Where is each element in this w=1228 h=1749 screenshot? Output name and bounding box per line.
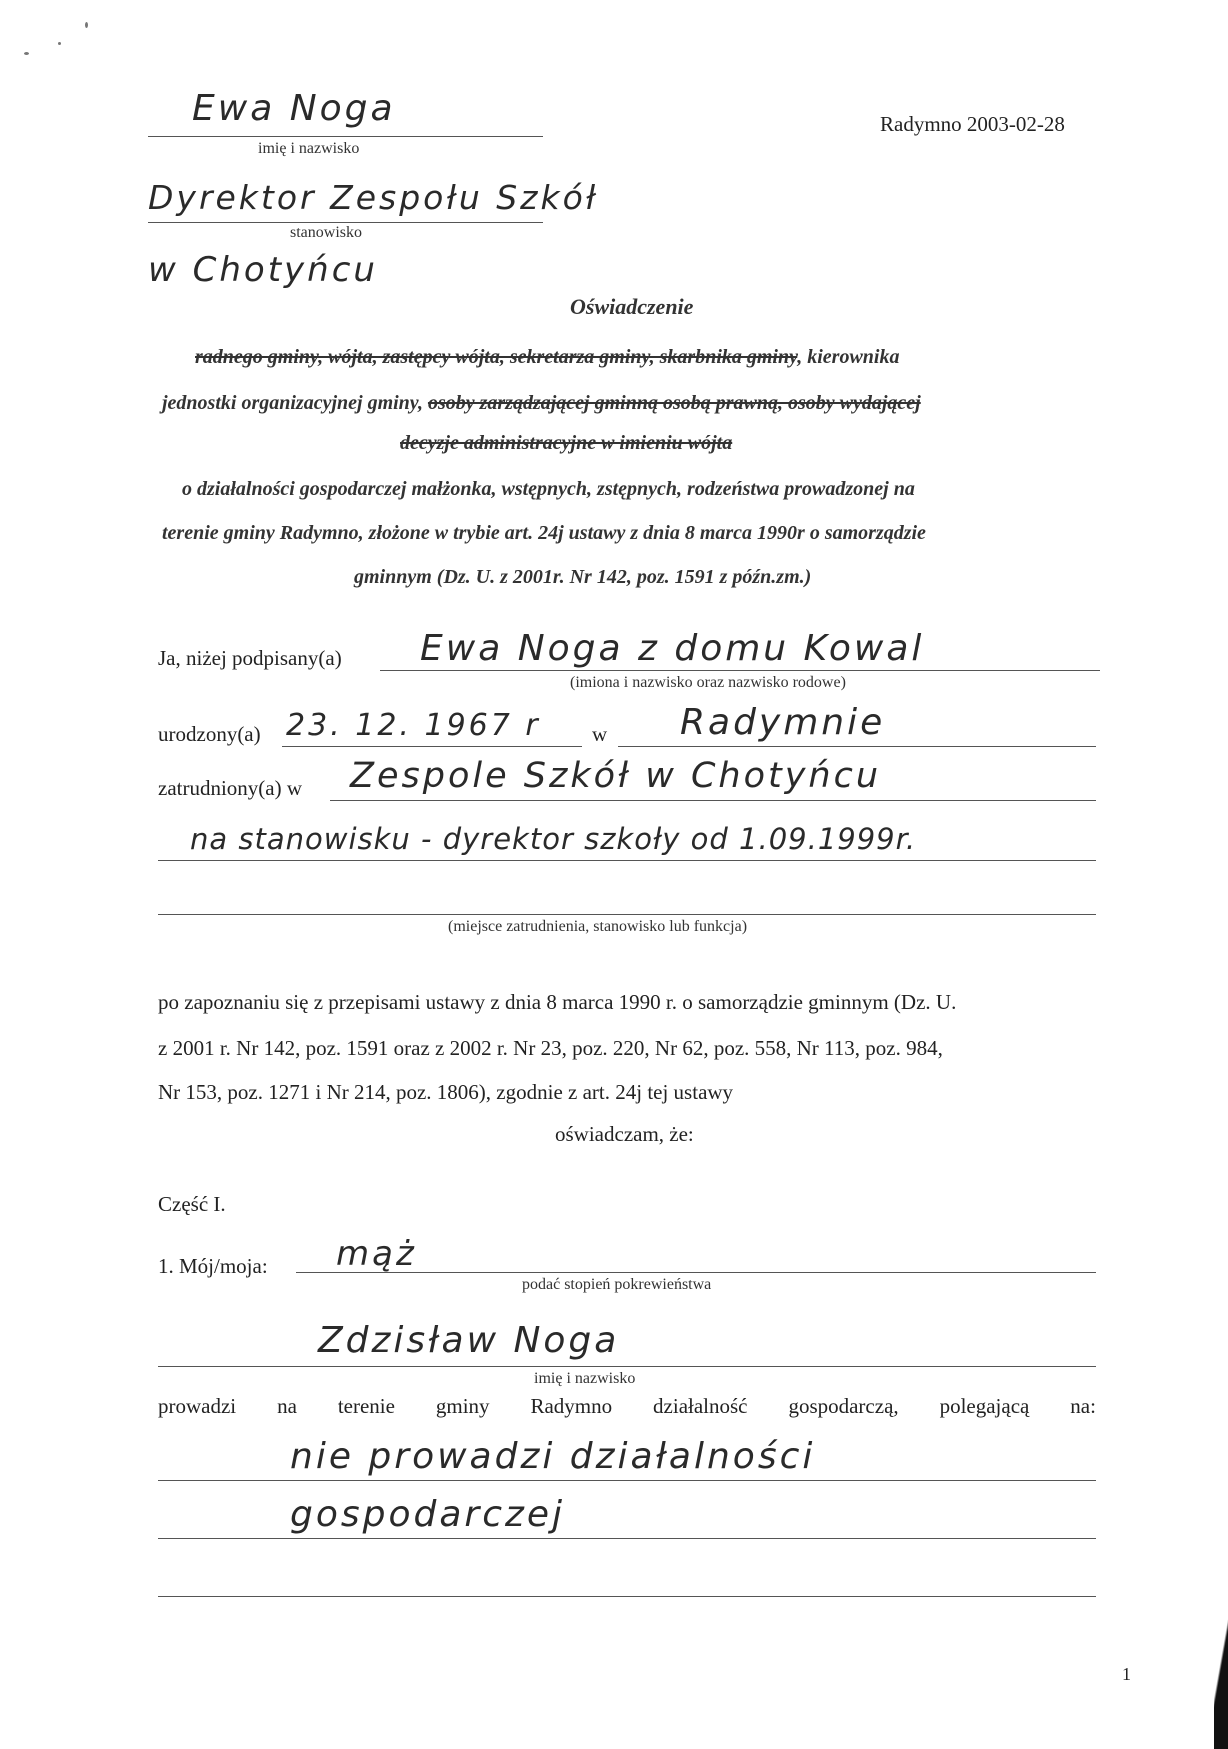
subtitle-line-5: terenie gminy Radymno, złożone w trybie art. 24j ustawy z dnia 8 marca 1990r o samorządzie: [162, 522, 926, 544]
born-in-value: Radymnie: [680, 702, 886, 743]
employed-label: zatrudniony(a) w: [158, 776, 303, 800]
declarant-line: [380, 670, 1100, 671]
activity-sentence: [158, 1394, 1096, 1419]
activity-word: na:: [1070, 1394, 1096, 1418]
scan-speck: [58, 42, 61, 45]
activity-word: na: [277, 1394, 297, 1418]
activity-word: polegającą: [939, 1394, 1030, 1418]
activity-line-3: [158, 1596, 1096, 1597]
declarant-value: Ewa Noga z domu Kowal: [420, 628, 925, 669]
subtitle-line-2: [162, 392, 921, 415]
person-line: [158, 1366, 1096, 1367]
subtitle-line-1: [195, 346, 900, 369]
activity-word: prowadzi: [158, 1394, 237, 1418]
position-line: [148, 222, 543, 223]
activity-value-2: gospodarczej: [290, 1494, 566, 1535]
activity-word: działalność: [653, 1394, 748, 1418]
name-handwritten: Ewa Noga: [192, 88, 396, 129]
position-handwritten-2: w Chotyńcu: [148, 250, 378, 290]
page-number: 1: [1122, 1664, 1131, 1684]
relation-value: mąż: [336, 1234, 417, 1274]
scan-edge: [1214, 1590, 1228, 1749]
body-line-3: Nr 153, poz. 1271 i Nr 214, poz. 1806), zgodnie z art. 24j tej ustawy: [158, 1080, 734, 1104]
body-line-1: po zapoznaniu się z przepisami ustawy z dnia 8 marca 1990 r. o samorządzie gminnym (Dz. U.: [158, 990, 957, 1014]
declare-text: oświadczam, że:: [555, 1122, 694, 1146]
born-in-line: [618, 746, 1096, 747]
declarant-label: Ja, niżej podpisany(a): [158, 646, 342, 670]
position-caption: stanowisko: [290, 224, 362, 241]
scan-speck: [85, 22, 88, 28]
subtitle-rest-1: , kierownika: [797, 346, 900, 368]
person-caption: imię i nazwisko: [534, 1370, 636, 1387]
subtitle-line-6: gminnym (Dz. U. z 2001r. Nr 142, poz. 1591 z późn.zm.): [354, 566, 812, 588]
activity-word: terenie: [337, 1394, 395, 1418]
born-in-label: w: [592, 722, 608, 746]
employed-caption: (miejsce zatrudnienia, stanowisko lub funkcja): [448, 918, 748, 935]
person-value: Zdzisław Noga: [318, 1320, 620, 1361]
employed-line: [330, 800, 1096, 801]
activity-value-1: nie prowadzi działalności: [290, 1436, 816, 1477]
position-handwritten-1: Dyrektor Zespołu Szkół: [148, 178, 599, 217]
place-date: Radymno 2003-02-28: [880, 112, 1065, 136]
activity-line-2: [158, 1538, 1096, 1539]
born-line: [282, 746, 582, 747]
relation-label: 1. Mój/moja:: [158, 1254, 268, 1278]
born-value: 23. 12. 1967 r: [286, 708, 541, 743]
employed-value: Zespole Szkół w Chotyńcu: [350, 756, 882, 796]
relation-caption: podać stopień pokrewieństwa: [522, 1276, 712, 1293]
activity-word: Radymno: [530, 1394, 613, 1418]
subtitle-struck-1: radnego gminy, wójta, zastępcy wójta, sekretarza gminy, skarbnika gminy: [195, 346, 798, 368]
subtitle-line-4: o działalności gospodarczej małżonka, wstępnych, zstępnych, rodzeństwa prowadzonej na: [182, 478, 915, 500]
subtitle-struck-3: decyzje administracyjne w imieniu wójta: [400, 432, 733, 454]
activity-word: gminy: [435, 1394, 490, 1418]
relation-line: [296, 1272, 1096, 1273]
body-line-2: z 2001 r. Nr 142, poz. 1591 oraz z 2002 r. Nr 23, poz. 220, Nr 62, poz. 558, Nr 113, poz. 984,: [158, 1036, 943, 1060]
employed-value-2: na stanowisku - dyrektor szkoły od 1.09.1999r.: [190, 822, 917, 856]
scan-speck: [24, 52, 29, 55]
declarant-caption: (imiona i nazwisko oraz nazwisko rodowe): [570, 674, 846, 691]
name-caption: imię i nazwisko: [258, 140, 360, 157]
born-label: urodzony(a): [158, 722, 261, 746]
part1-heading: Część I.: [158, 1192, 226, 1216]
activity-word: gospodarczą,: [788, 1394, 899, 1418]
subtitle-struck-2: osoby zarządzającej gminną osobą prawną, osoby wydającej: [427, 392, 921, 414]
subtitle-start-2: jednostki organizacyjnej gminy,: [162, 392, 423, 414]
document-title: Oświadczenie: [570, 294, 694, 319]
employed-line-2: [158, 860, 1096, 861]
employed-line-3: [158, 914, 1096, 915]
name-line: [148, 136, 543, 137]
activity-line-1: [158, 1480, 1096, 1481]
